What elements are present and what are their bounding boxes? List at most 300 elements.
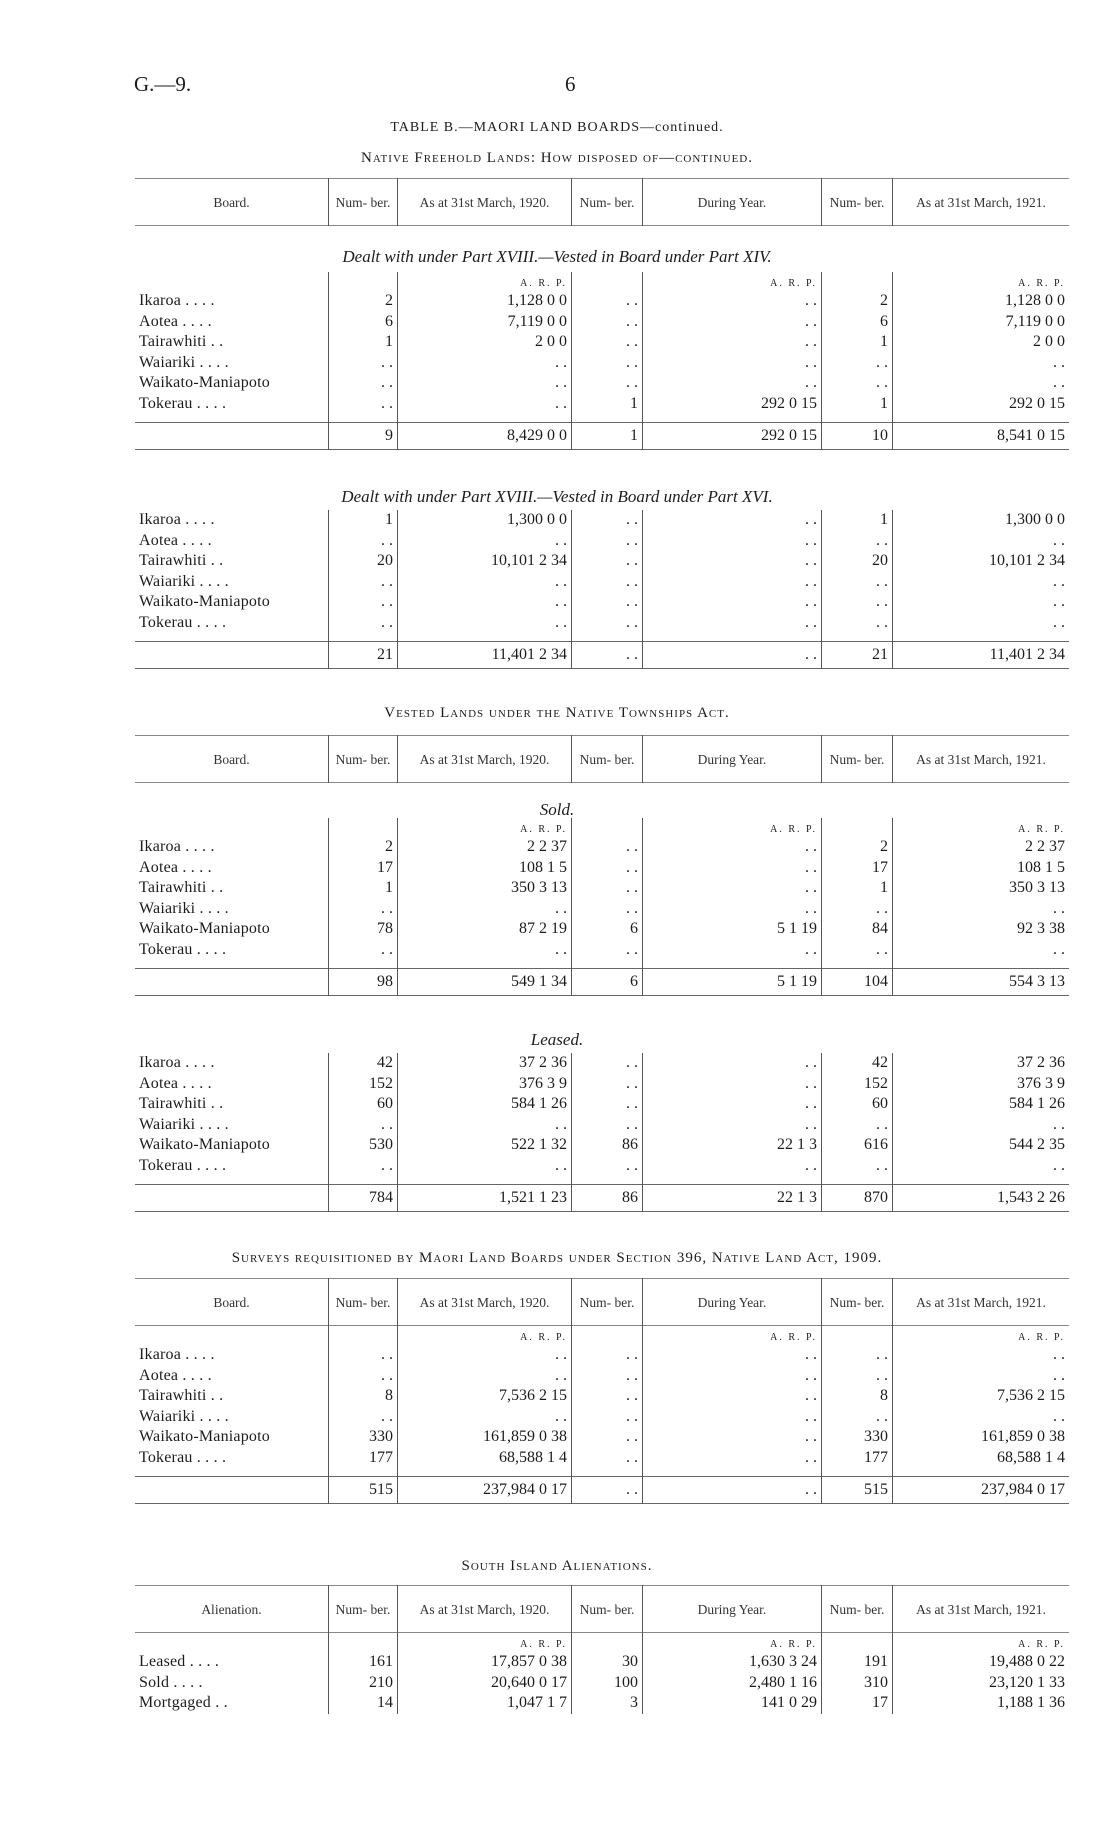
table-row: [135, 551, 1069, 572]
row-label: Ikaroa . . . .: [139, 292, 215, 309]
total-row: [135, 642, 1069, 669]
table-row: [135, 1448, 1069, 1469]
south-island-title: South Island Alienations.: [461, 1558, 653, 1574]
table-cell: 20: [329, 551, 398, 572]
table-cell: 8: [329, 1386, 398, 1407]
table-cell: . .: [329, 531, 398, 552]
page-number: 6: [565, 72, 576, 96]
row-label: Tokerau . . . .: [139, 940, 227, 958]
table-row: [135, 837, 1069, 858]
table-cell: 8: [822, 1386, 893, 1407]
table-cell: 376 3 9: [893, 1074, 1070, 1095]
units-cell: [329, 818, 398, 837]
table-cell: . .: [398, 1366, 572, 1387]
table-cell: . .: [329, 572, 398, 593]
table-cell: . .: [893, 592, 1070, 613]
col-number: Num- ber.: [329, 1586, 398, 1633]
table-cell: 20: [822, 551, 893, 572]
table-row: [135, 510, 1069, 531]
units-row: [135, 272, 1069, 291]
total-cell: 86: [572, 1185, 643, 1212]
table-row: [135, 1652, 1069, 1673]
table-cell: . .: [643, 332, 822, 353]
table-cell: 616: [822, 1135, 893, 1156]
table-cell: 152: [822, 1074, 893, 1095]
spacer-cell: [822, 1468, 893, 1477]
table-cell: . .: [398, 1115, 572, 1136]
table-cell: . .: [572, 332, 643, 353]
units-label: A. R. P.: [398, 818, 572, 837]
table-cell: 100: [572, 1673, 643, 1694]
table-row: [135, 1366, 1069, 1387]
table-cell: 86: [572, 1135, 643, 1156]
row-label: Waiariki . . . .: [139, 899, 229, 917]
table-cell: 42: [822, 1053, 893, 1074]
units-label: A. R. P.: [893, 1326, 1070, 1346]
table-title: TABLE B.—MAORI LAND BOARDS—continued.: [390, 120, 724, 135]
table-cell: 23,120 1 33: [893, 1673, 1070, 1694]
table-cell: . .: [572, 940, 643, 961]
table-cell: . .: [643, 531, 822, 552]
table-cell: . .: [572, 1448, 643, 1469]
table-row: [135, 1094, 1069, 1115]
table-cell: . .: [822, 940, 893, 961]
table-row: [135, 1673, 1069, 1694]
row-label: Waiariki . . . .: [139, 572, 229, 590]
spacer-cell: [329, 633, 398, 642]
table-cell: . .: [822, 613, 893, 634]
table-cell: 1: [329, 332, 398, 353]
table-row: [135, 1053, 1069, 1074]
table-cell: 141 0 29: [643, 1693, 822, 1714]
page-header: [130, 72, 1004, 100]
units-label: A. R. P.: [643, 1633, 822, 1653]
table-cell: 1: [329, 510, 398, 531]
townships-header-table: [135, 735, 1069, 783]
subheading-part-xvi: Dealt with under Part XVIII.—Vested in Board under Part XVI.: [341, 487, 773, 506]
row-label: Tokerau . . . .: [139, 613, 227, 631]
table-cell: 1,188 1 36: [893, 1693, 1070, 1714]
spacer-cell: [398, 1176, 572, 1185]
spacer-cell: [572, 1176, 643, 1185]
row-label: Aotea . . . .: [139, 1366, 212, 1384]
col-as-at-1920: As at 31st March, 1920.: [398, 1279, 572, 1326]
table-cell: . .: [329, 1156, 398, 1177]
total-row: [135, 1185, 1069, 1212]
table-row: [135, 572, 1069, 593]
table-cell: 152: [329, 1074, 398, 1095]
table-cell: 2,480 1 16: [643, 1673, 822, 1694]
total-cell: [135, 423, 329, 450]
table-cell: . .: [572, 1407, 643, 1428]
total-cell: 554 3 13: [893, 969, 1070, 996]
table-cell: . .: [572, 531, 643, 552]
table-row: [135, 394, 1069, 415]
row-label: Waiariki . . . .: [139, 1407, 229, 1425]
units-cell: [135, 272, 329, 291]
table-cell: . .: [643, 1366, 822, 1387]
table-south-island: [135, 1585, 1069, 1714]
total-cell: 104: [822, 969, 893, 996]
table-row: [135, 332, 1069, 353]
col-number: Num- ber.: [329, 179, 398, 226]
table-cell: . .: [572, 613, 643, 634]
col-as-at-1921: As at 31st March, 1921.: [893, 1586, 1070, 1633]
table-cell: 68,588 1 4: [398, 1448, 572, 1469]
table-cell: . .: [822, 373, 893, 394]
col-during-year: During Year.: [643, 736, 822, 783]
row-label: Aotea . . . .: [139, 1074, 212, 1092]
units-cell: [572, 818, 643, 837]
table-cell: 6: [822, 312, 893, 333]
col-number: Num- ber.: [572, 1586, 643, 1633]
table-cell: . .: [822, 1366, 893, 1387]
row-label: Waikato-Maniapoto: [139, 920, 270, 937]
row-label: Mortgaged . .: [139, 1694, 228, 1711]
units-label: A. R. P.: [643, 818, 822, 837]
col-number: Num- ber.: [822, 179, 893, 226]
col-as-at-1921: As at 31st March, 1921.: [893, 1279, 1070, 1326]
spacer-cell: [398, 1468, 572, 1477]
col-number: Num- ber.: [822, 736, 893, 783]
table-cell: 14: [329, 1693, 398, 1714]
table-row: [135, 1693, 1069, 1714]
total-row: [135, 423, 1069, 450]
table-cell: 584 1 26: [398, 1094, 572, 1115]
table-cell: 42: [329, 1053, 398, 1074]
table-cell: . .: [398, 1345, 572, 1366]
table-cell: 292 0 15: [893, 394, 1070, 415]
col-board: Board.: [213, 1294, 250, 1310]
table-row: [135, 592, 1069, 613]
table-cell: 2: [822, 291, 893, 312]
table-cell: 5 1 19: [643, 919, 822, 940]
row-label: Waikato-Maniapoto: [139, 1428, 270, 1445]
table-cell: 2: [822, 837, 893, 858]
table-cell: . .: [822, 592, 893, 613]
table-row: [135, 899, 1069, 920]
col-as-at-1920: As at 31st March, 1920.: [398, 179, 572, 226]
table-cell: . .: [398, 1407, 572, 1428]
table-cell: . .: [822, 899, 893, 920]
row-label: Aotea . . . .: [139, 312, 212, 330]
spacer-cell: [822, 960, 893, 969]
table-row: [135, 1345, 1069, 1366]
table-cell: 1,300 0 0: [398, 510, 572, 531]
table-cell: . .: [893, 940, 1070, 961]
table-cell: . .: [893, 572, 1070, 593]
total-cell: [135, 1477, 329, 1504]
table-cell: . .: [572, 510, 643, 531]
units-cell: [822, 1326, 893, 1346]
table-cell: . .: [822, 572, 893, 593]
table-cell: 78: [329, 919, 398, 940]
table-cell: 1: [822, 394, 893, 415]
table-cell: 161,859 0 38: [893, 1427, 1070, 1448]
table-cell: 2: [329, 291, 398, 312]
table-cell: . .: [329, 613, 398, 634]
table-cell: 350 3 13: [893, 878, 1070, 899]
total-cell: 8,429 0 0: [398, 423, 572, 450]
table-cell: 210: [329, 1673, 398, 1694]
spacer-cell: [893, 960, 1070, 969]
total-cell: 237,984 0 17: [893, 1477, 1070, 1504]
spacer-cell: [329, 1176, 398, 1185]
spacer-row: [135, 960, 1069, 969]
row-label: Aotea . . . .: [139, 858, 212, 876]
col-as-at-1921: As at 31st March, 1921.: [893, 179, 1070, 226]
table-cell: 17: [822, 858, 893, 879]
table-cell: . .: [893, 1156, 1070, 1177]
row-label: Tairawhiti . .: [139, 1387, 224, 1404]
table-cell: 6: [572, 919, 643, 940]
table-cell: 1,128 0 0: [893, 291, 1070, 312]
total-cell: 1,543 2 26: [893, 1185, 1070, 1212]
table-cell: 37 2 36: [893, 1053, 1070, 1074]
spacer-cell: [643, 414, 822, 423]
units-cell: [135, 818, 329, 837]
table-leased: [135, 1053, 1069, 1212]
table-cell: . .: [572, 1156, 643, 1177]
total-cell: 98: [329, 969, 398, 996]
col-during-year: During Year.: [643, 1586, 822, 1633]
spacer-cell: [135, 960, 329, 969]
row-label: Tokerau . . . .: [139, 1156, 227, 1174]
total-cell: 9: [329, 423, 398, 450]
table-cell: 19,488 0 22: [893, 1652, 1070, 1673]
table-cell: . .: [643, 373, 822, 394]
table-row: [135, 1386, 1069, 1407]
units-label: A. R. P.: [398, 1326, 572, 1346]
row-label: Waiariki . . . .: [139, 1115, 229, 1133]
table-cell: . .: [893, 531, 1070, 552]
table-cell: . .: [398, 353, 572, 374]
table-cell: . .: [643, 510, 822, 531]
spacer-cell: [643, 1468, 822, 1477]
table-cell: 376 3 9: [398, 1074, 572, 1095]
table-cell: 17: [329, 858, 398, 879]
table-cell: 7,536 2 15: [893, 1386, 1070, 1407]
total-cell: 1,521 1 23: [398, 1185, 572, 1212]
table-cell: 2 0 0: [398, 332, 572, 353]
col-during-year: During Year.: [643, 1279, 822, 1326]
table-cell: . .: [398, 613, 572, 634]
table-cell: 161: [329, 1652, 398, 1673]
table-row: [135, 1074, 1069, 1095]
units-label: A. R. P.: [643, 1326, 822, 1346]
row-label: Ikaroa . . . .: [139, 838, 215, 855]
row-label: Tairawhiti . .: [139, 333, 224, 350]
units-cell: [572, 1633, 643, 1653]
spacer-cell: [398, 633, 572, 642]
spacer-cell: [893, 414, 1070, 423]
table-cell: . .: [643, 858, 822, 879]
table-cell: 177: [822, 1448, 893, 1469]
table-cell: . .: [329, 940, 398, 961]
spacer-cell: [135, 1176, 329, 1185]
table-cell: . .: [643, 312, 822, 333]
table-cell: 1: [822, 510, 893, 531]
spacer-row: [135, 414, 1069, 423]
table-cell: 7,536 2 15: [398, 1386, 572, 1407]
col-number: Num- ber.: [329, 736, 398, 783]
table-row: [135, 531, 1069, 552]
table-cell: . .: [572, 1074, 643, 1095]
col-board: Board.: [213, 751, 250, 767]
table-cell: . .: [643, 837, 822, 858]
units-row: [135, 818, 1069, 837]
table-cell: . .: [329, 1345, 398, 1366]
table-cell: . .: [893, 899, 1070, 920]
table-cell: . .: [822, 353, 893, 374]
table-cell: . .: [572, 312, 643, 333]
table-cell: . .: [893, 1345, 1070, 1366]
table-cell: 37 2 36: [398, 1053, 572, 1074]
total-row: [135, 1477, 1069, 1504]
total-cell: 870: [822, 1185, 893, 1212]
table-cell: . .: [398, 1156, 572, 1177]
col-as-at-1921: As at 31st March, 1921.: [893, 736, 1070, 783]
table-cell: 1,047 1 7: [398, 1693, 572, 1714]
table-row: [135, 1156, 1069, 1177]
table-cell: . .: [572, 1427, 643, 1448]
total-cell: 6: [572, 969, 643, 996]
table-cell: . .: [572, 1345, 643, 1366]
freehold-title: Native Freehold Lands: How disposed of—continued.: [361, 150, 753, 166]
table-cell: . .: [643, 353, 822, 374]
units-label: A. R. P.: [893, 272, 1070, 291]
row-label: Tairawhiti . .: [139, 1095, 224, 1112]
table-cell: . .: [643, 613, 822, 634]
spacer-cell: [643, 960, 822, 969]
table-part-xvi: [135, 510, 1069, 669]
table-cell: 1: [572, 394, 643, 415]
row-label: Ikaroa . . . .: [139, 511, 215, 528]
table-cell: . .: [643, 899, 822, 920]
row-label: Waikato-Maniapoto: [139, 1136, 270, 1153]
table-cell: 1: [822, 878, 893, 899]
table-cell: . .: [572, 373, 643, 394]
table-cell: . .: [893, 1407, 1070, 1428]
surveys-title: Surveys requisitioned by Maori Land Boards under Section 396, Native Land Act, 1909.: [231, 1250, 883, 1266]
table-cell: 17: [822, 1693, 893, 1714]
page-code: G.—9.: [134, 72, 192, 96]
townships-title: Vested Lands under the Native Townships Act.: [384, 705, 730, 721]
table-cell: 530: [329, 1135, 398, 1156]
total-cell: 10: [822, 423, 893, 450]
units-cell: [572, 1326, 643, 1346]
col-during-year: During Year.: [643, 179, 822, 226]
units-label: A. R. P.: [398, 1633, 572, 1653]
spacer-cell: [572, 633, 643, 642]
table-cell: . .: [893, 1366, 1070, 1387]
table-cell: . .: [398, 592, 572, 613]
table-cell: . .: [398, 899, 572, 920]
table-cell: 68,588 1 4: [893, 1448, 1070, 1469]
table-cell: 330: [822, 1427, 893, 1448]
table-cell: . .: [398, 394, 572, 415]
col-board: Board.: [213, 194, 250, 210]
row-label: Leased . . . .: [139, 1653, 220, 1670]
row-label: Waikato-Maniapoto: [139, 593, 270, 610]
table-cell: . .: [643, 1427, 822, 1448]
table-cell: 6: [329, 312, 398, 333]
table-row: [135, 312, 1069, 333]
table-cell: . .: [572, 837, 643, 858]
spacer-cell: [572, 960, 643, 969]
table-cell: . .: [572, 1386, 643, 1407]
total-cell: 1: [572, 423, 643, 450]
spacer-cell: [893, 633, 1070, 642]
table-cell: 330: [329, 1427, 398, 1448]
spacer-row: [135, 1176, 1069, 1185]
table-cell: 1,300 0 0: [893, 510, 1070, 531]
table-cell: . .: [329, 1407, 398, 1428]
table-cell: . .: [572, 592, 643, 613]
col-number: Num- ber.: [822, 1586, 893, 1633]
units-label: A. R. P.: [893, 1633, 1070, 1653]
table-cell: . .: [643, 1345, 822, 1366]
table-cell: 7,119 0 0: [398, 312, 572, 333]
table-cell: . .: [329, 394, 398, 415]
total-cell: . .: [572, 1477, 643, 1504]
total-cell: [135, 642, 329, 669]
table-cell: . .: [643, 291, 822, 312]
col-alienation: Alienation.: [201, 1601, 262, 1617]
table-cell: 584 1 26: [893, 1094, 1070, 1115]
spacer-cell: [329, 414, 398, 423]
col-number: Num- ber.: [822, 1279, 893, 1326]
spacer-cell: [822, 414, 893, 423]
units-cell: [135, 1326, 329, 1346]
table-cell: 92 3 38: [893, 919, 1070, 940]
table-cell: . .: [572, 291, 643, 312]
spacer-cell: [398, 414, 572, 423]
table-cell: 292 0 15: [643, 394, 822, 415]
table-row: [135, 373, 1069, 394]
spacer-cell: [822, 1176, 893, 1185]
table-cell: . .: [398, 373, 572, 394]
units-cell: [329, 1633, 398, 1653]
table-cell: . .: [572, 572, 643, 593]
spacer-cell: [822, 633, 893, 642]
table-cell: . .: [643, 940, 822, 961]
table-cell: . .: [329, 373, 398, 394]
spacer-cell: [135, 633, 329, 642]
table-row: [135, 940, 1069, 961]
table-cell: . .: [643, 1074, 822, 1095]
table-cell: 3: [572, 1693, 643, 1714]
spacer-cell: [893, 1176, 1070, 1185]
units-label: A. R. P.: [643, 272, 822, 291]
table-cell: . .: [643, 1156, 822, 1177]
total-row: [135, 969, 1069, 996]
spacer-cell: [572, 414, 643, 423]
col-number: Num- ber.: [329, 1279, 398, 1326]
table-row: [135, 919, 1069, 940]
col-number: Num- ber.: [572, 1279, 643, 1326]
table-cell: . .: [643, 1115, 822, 1136]
table-cell: . .: [822, 1345, 893, 1366]
table-cell: 191: [822, 1652, 893, 1673]
spacer-cell: [643, 1176, 822, 1185]
total-cell: 5 1 19: [643, 969, 822, 996]
table-cell: . .: [572, 1053, 643, 1074]
table-cell: . .: [572, 353, 643, 374]
freehold-header-table: [135, 178, 1069, 226]
col-number: Num- ber.: [572, 179, 643, 226]
total-cell: . .: [572, 642, 643, 669]
